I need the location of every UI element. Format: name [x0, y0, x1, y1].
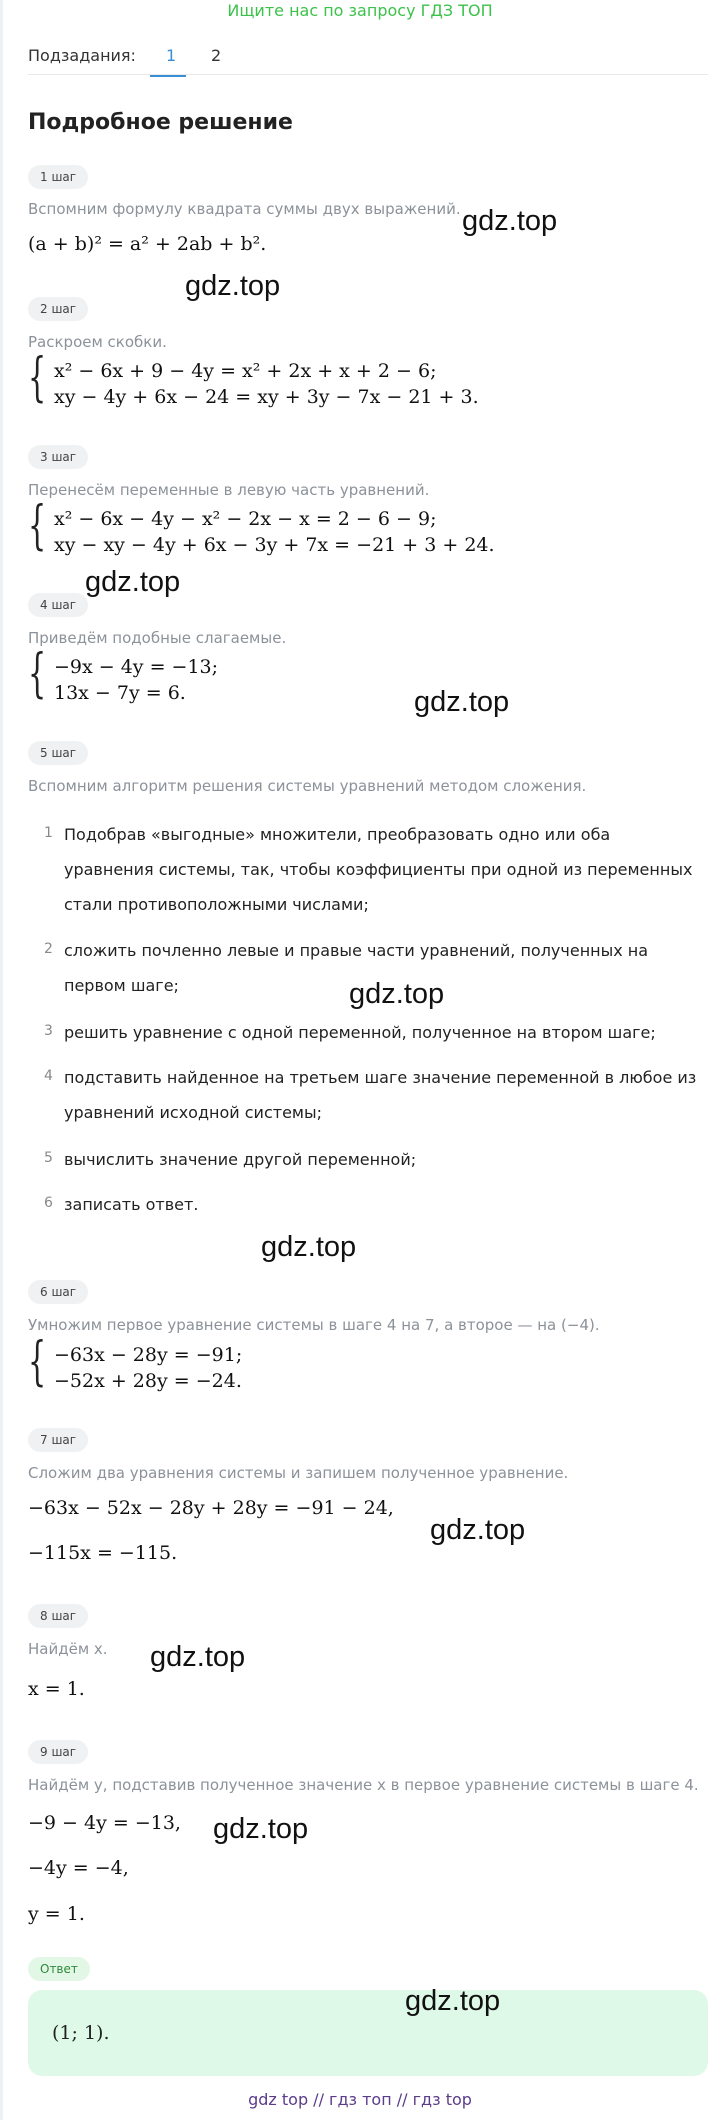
step-hint: Вспомним алгоритм решения системы уравнений методом сложения. — [28, 777, 587, 795]
list-text: решить уравнение с одной переменной, полученное на втором шаге; — [64, 1023, 656, 1042]
equation-line: xy − 4y + 6x − 24 = xy + 3y − 7x − 21 + 3. — [54, 386, 479, 408]
answer-value: (1; 1). — [52, 2022, 110, 2044]
equation-line: x² − 6x − 4y − x² − 2x − x = 2 − 6 − 9; — [54, 508, 437, 530]
equation-line: −115x = −115. — [28, 1542, 178, 1564]
list-number: 6 — [44, 1195, 53, 1211]
page-title: Подробное решение — [28, 110, 293, 135]
tab-subtask-2[interactable]: 2 — [211, 46, 222, 65]
watermark: gdz.top — [85, 566, 181, 598]
equation-line: −9x − 4y = −13; — [54, 656, 219, 678]
answer-badge: Ответ — [28, 1957, 90, 1981]
step-hint: Сложим два уравнения системы и запишем полученное уравнение. — [28, 1464, 569, 1482]
step-badge: 9 шаг — [28, 1740, 88, 1764]
step-badge: 6 шаг — [28, 1280, 88, 1304]
list-number: 3 — [44, 1023, 53, 1039]
equation-line: x² − 6x + 9 − 4y = x² + 2x + x + 2 − 6; — [54, 360, 437, 382]
list-number: 1 — [44, 825, 53, 841]
step-hint: Вспомним формулу квадрата суммы двух выражений. — [28, 200, 461, 218]
watermark: gdz.top — [261, 1231, 357, 1263]
step-badge: 3 шаг — [28, 445, 88, 469]
step-hint: Раскроем скобки. — [28, 333, 167, 351]
watermark: gdz.top — [430, 1514, 526, 1546]
left-border — [0, 0, 3, 2120]
brace-icon: { — [28, 1332, 47, 1392]
watermark: gdz.top — [414, 686, 510, 718]
equation-line: −63x − 28y = −91; — [54, 1344, 243, 1366]
list-text: вычислить значение другой переменной; — [64, 1150, 417, 1169]
step-hint: Найдём y, подставив полученное значение x в первое уравнение системы в шаге 4. — [28, 1776, 699, 1794]
step-badge: 5 шаг — [28, 741, 88, 765]
subtasks-label: Подзадания: — [28, 46, 136, 65]
equation-line: −4y = −4, — [28, 1857, 129, 1879]
step-hint: Перенесём переменные в левую часть уравнений. — [28, 481, 430, 499]
step-hint: Приведём подобные слагаемые. — [28, 629, 287, 647]
step-badge: 7 шаг — [28, 1428, 88, 1452]
active-tab-indicator — [150, 75, 186, 77]
step-badge: 2 шаг — [28, 297, 88, 321]
promo-banner[interactable]: Ищите нас по запросу ГДЗ ТОП — [227, 1, 493, 20]
equation-line: 13x − 7y = 6. — [54, 682, 186, 704]
watermark: gdz.top — [462, 205, 558, 237]
equation-line: −52x + 28y = −24. — [54, 1370, 242, 1392]
formula: (a + b)² = a² + 2ab + b². — [28, 233, 267, 255]
subtasks-bar — [28, 44, 708, 76]
list-number: 5 — [44, 1150, 53, 1166]
equation-line: x = 1. — [28, 1678, 85, 1700]
watermark: gdz.top — [405, 1985, 501, 2017]
list-number: 4 — [44, 1068, 53, 1084]
equation-line: −9 − 4y = −13, — [28, 1812, 181, 1834]
list-text: записать ответ. — [64, 1195, 199, 1214]
watermark: gdz.top — [349, 978, 445, 1010]
answer-box — [28, 1990, 708, 2076]
watermark: gdz.top — [213, 1813, 309, 1845]
list-number: 2 — [44, 941, 53, 957]
step-hint: Умножим первое уравнение системы в шаге 4 на 7, а второе — на (−4). — [28, 1316, 600, 1334]
tab-subtask-1[interactable]: 1 — [166, 46, 177, 65]
step-badge: 8 шаг — [28, 1604, 88, 1628]
equation-line: xy − xy − 4y + 6x − 3y + 7x = −21 + 3 + 24. — [54, 534, 495, 556]
watermark: gdz.top — [185, 270, 281, 302]
tabs-divider — [28, 74, 708, 75]
list-text: Подобрав «выгодные» множители, преобразовать одно или оба уравнения системы, так, чтобы коэффициенты при одной из переменных стали противоположными числами; — [64, 825, 693, 914]
equation-line: −63x − 52x − 28y + 28y = −91 − 24, — [28, 1497, 394, 1519]
brace-icon: { — [28, 644, 47, 704]
step-badge: 4 шаг — [28, 593, 88, 617]
step-hint: Найдём x. — [28, 1640, 108, 1658]
watermark: gdz.top — [150, 1641, 246, 1673]
list-text: подставить найденное на третьем шаге значение переменной в любое из уравнений исходной системы; — [64, 1068, 697, 1122]
list-text: сложить почленно левые и правые части уравнений, полученных на первом шаге; — [64, 941, 649, 995]
brace-icon: { — [28, 348, 47, 408]
step-badge: 1 шаг — [28, 165, 88, 189]
footer-links[interactable]: gdz top // гдз топ // гдз top — [248, 2090, 472, 2109]
brace-icon: { — [28, 496, 47, 556]
equation-line: y = 1. — [28, 1903, 85, 1925]
